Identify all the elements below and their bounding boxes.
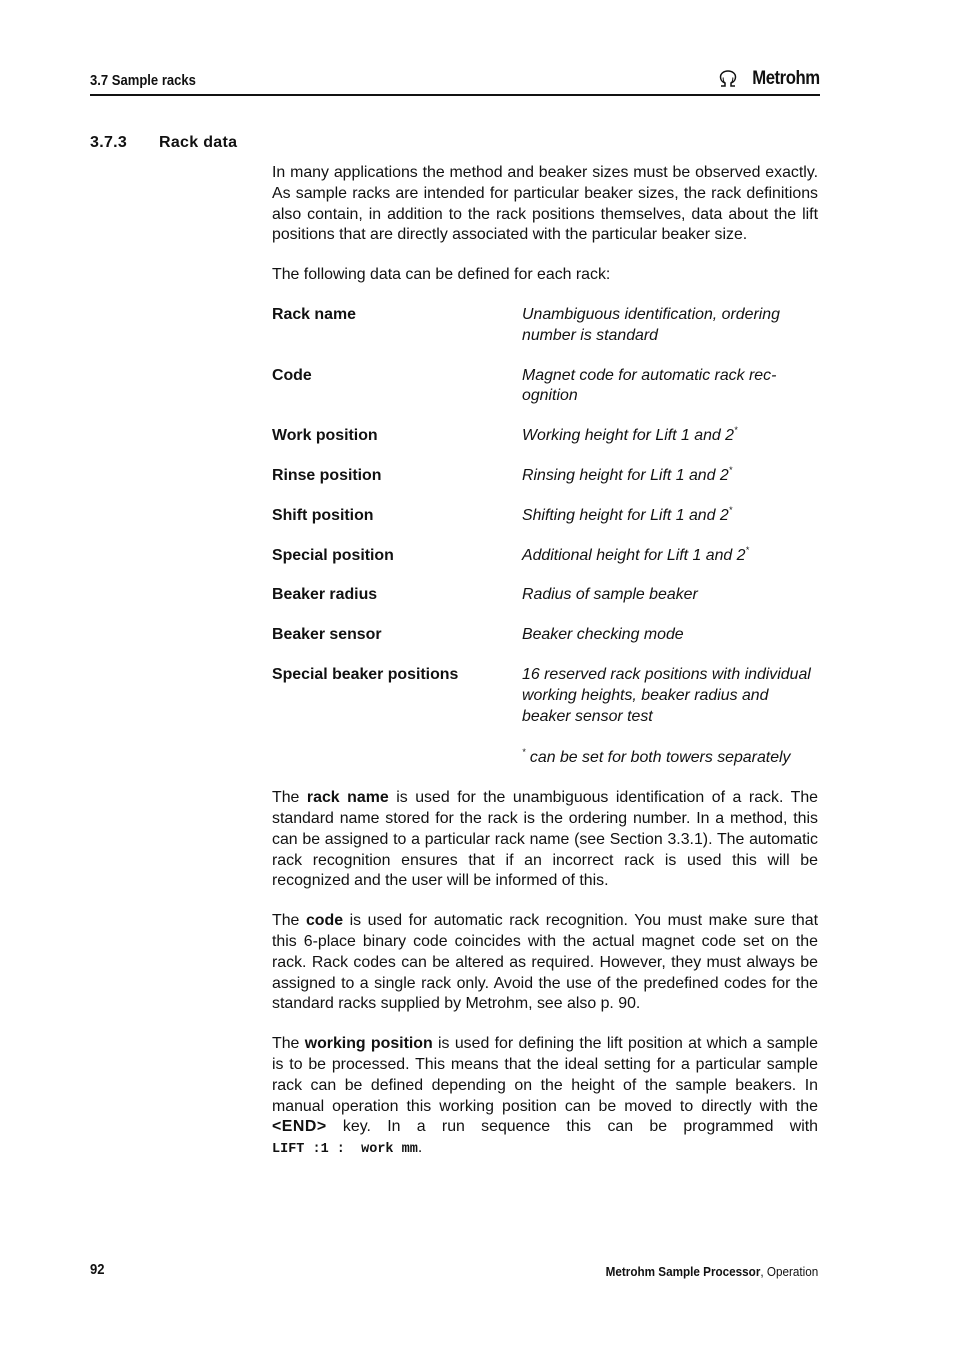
lead-paragraph: The following data can be defined for each rack: — [272, 266, 611, 284]
definition-term: Special position — [272, 546, 394, 564]
rack-name-paragraph: The rack name is used for the unambiguous identification of a rack. The standard name stored for the rack is the ordering number. In a method, this can be assigned to a particular rack name (see Section 3.3.1). The automatic rack recognition ensures that if an incorrect rack is used this will be recognized and the user will be informed of this. — [272, 789, 818, 890]
logo-text: Metrohm — [752, 68, 820, 89]
section-title: Rack data — [159, 134, 238, 151]
lift-command: LIFT :1 : work mm — [272, 1142, 418, 1158]
definition-term: Special beaker positions — [272, 665, 459, 683]
intro-paragraph: In many applications the method and beaker sizes must be observed exactly. As sample racks are intended for particular beaker sizes, the rack definitions also contain, in addition to the rack positions themselves, data about the lift positions that are directly associated with the particular beaker size. — [272, 164, 818, 244]
definition-row — [272, 305, 818, 347]
page-number: 92 — [90, 1262, 105, 1278]
metrohm-omega-icon — [717, 70, 739, 88]
definition-desc: Unambiguous identification, ordering number is standard — [522, 305, 780, 344]
definition-term: Beaker sensor — [272, 626, 382, 644]
definition-desc: Beaker checking mode — [522, 626, 684, 644]
definition-term: Rinse position — [272, 466, 382, 484]
definition-desc: Radius of sample beaker — [522, 586, 698, 604]
main-content — [272, 163, 818, 1161]
document-title: Metrohm Sample Processor, Operation — [605, 1264, 818, 1279]
end-key: <END> — [272, 1118, 327, 1136]
definition-row — [272, 466, 818, 487]
definition-row — [272, 546, 818, 567]
rack-data-list — [272, 305, 818, 727]
definition-term: Beaker radius — [272, 586, 378, 604]
definition-row — [272, 426, 818, 447]
definition-row — [272, 506, 818, 527]
definition-row — [272, 366, 818, 408]
definition-desc: 16 reserved rack positions with individual working heights, beaker radius and beaker sensor test — [522, 665, 811, 725]
page-header — [90, 68, 820, 96]
definition-term: Rack name — [272, 305, 356, 323]
definition-desc: Magnet code for automatic rack recognition — [522, 366, 777, 405]
definition-desc: Shifting height for Lift 1 and 2* — [522, 504, 733, 524]
running-section-title: 3.7 Sample racks — [90, 73, 196, 89]
definition-term: Work position — [272, 427, 378, 445]
definition-row — [272, 585, 818, 606]
definition-term: Code — [272, 366, 312, 384]
definition-row — [272, 625, 818, 646]
metrohm-logo — [717, 68, 820, 90]
definition-desc: Rinsing height for Lift 1 and 2* — [522, 464, 733, 484]
code-paragraph: The code is used for automatic rack recognition. You must make sure that this 6-place binary code coincides with the actual magnet code set on the rack. Rack codes can be altered as required. However, they must always be assigned to a single rack only. Avoid the use of the predefined codes for the standard racks supplied by Metrohm, see also p. 90. — [272, 912, 818, 1013]
section-number: 3.7.3 — [90, 134, 128, 151]
definition-desc: Additional height for Lift 1 and 2* — [522, 544, 750, 564]
footnote: * can be set for both towers separately — [522, 747, 791, 767]
working-position-paragraph: The working position is used for defining the lift position at which a sample is to be processed. This means that the ideal setting for a particular sample rack can be defined depending on the height of the sample beakers. In manual operation this working position can be moved to directly with the <END> key. In a run sequence this can be programmed with LIFT :1 : work mm. — [272, 1035, 818, 1158]
definition-term: Shift position — [272, 506, 374, 524]
definition-desc: Working height for Lift 1 and 2* — [522, 425, 738, 445]
definition-row — [272, 665, 818, 727]
section-heading — [90, 134, 237, 152]
